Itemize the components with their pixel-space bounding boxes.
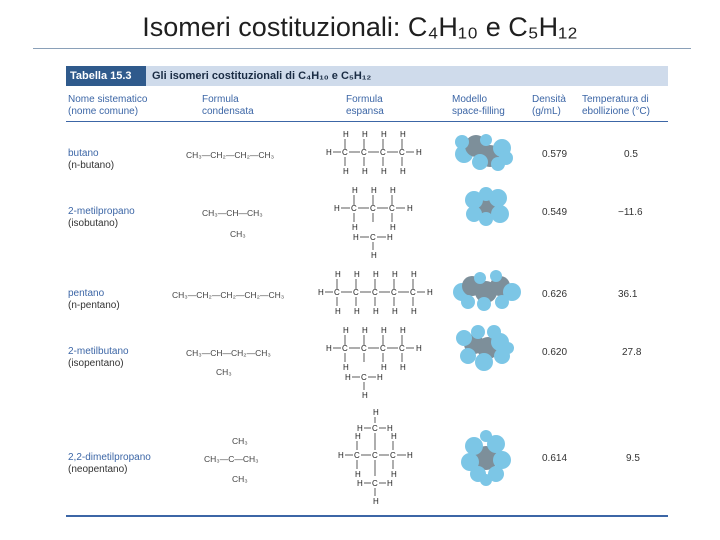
svg-text:H: H [416,148,422,157]
row-name: butano (n-butano) [68,148,115,171]
svg-text:H: H [390,186,396,195]
svg-text:C: C [342,148,348,157]
svg-text:H: H [335,307,341,316]
svg-text:C: C [372,451,378,460]
space-filling-model-icon [450,270,524,312]
svg-text:H: H [416,344,422,353]
svg-text:C: C [361,373,367,382]
svg-text:H: H [391,432,397,441]
svg-text:H: H [411,307,417,316]
condensed-formula: CH₃—CH—CH₂—CH₃ [186,348,271,358]
svg-text:H: H [362,391,368,400]
svg-text:H: H [377,373,383,382]
header-divider [66,121,668,122]
expanded-formula [324,324,434,406]
row-name: 2-metilbutano (isopentano) [68,346,129,369]
svg-text:H: H [381,326,387,335]
space-filling-model-icon [460,186,514,226]
svg-text:H: H [326,344,332,353]
svg-text:H: H [335,270,341,279]
svg-text:H: H [391,470,397,479]
svg-text:H: H [381,363,387,372]
col-head-density: Densità (g/mL) [532,94,566,117]
svg-text:H: H [362,326,368,335]
svg-text:H: H [427,288,433,297]
slide-title: Isomeri costituzionali: C₄H₁₀ e C₅H₁₂ [142,12,578,42]
svg-text:C: C [370,233,376,242]
svg-text:H: H [371,251,377,260]
table-header-band [66,66,668,86]
svg-text:H: H [357,424,363,433]
condensed-branch-top: CH₃ [232,436,248,446]
svg-text:H: H [343,130,349,139]
boiling-value: 9.5 [626,453,640,464]
svg-text:H: H [400,363,406,372]
svg-text:C: C [372,479,378,488]
density-value: 0.620 [542,347,568,358]
svg-text:H: H [373,408,379,417]
svg-text:H: H [392,307,398,316]
svg-text:C: C [353,288,359,297]
boiling-value: 27.8 [622,347,642,358]
svg-text:H: H [343,363,349,372]
svg-text:C: C [361,148,367,157]
table-bottom-rule [66,515,668,517]
svg-text:H: H [390,223,396,232]
svg-text:H: H [371,186,377,195]
svg-text:H: H [387,424,393,433]
svg-text:C: C [391,288,397,297]
row-name: pentano (n-pentano) [68,288,120,311]
condensed-formula: CH₃—CH₂—CH₂—CH₂—CH₃ [172,290,285,300]
condensed-formula: CH₃—CH₂—CH₂—CH₃ [186,150,275,160]
svg-text:C: C [390,451,396,460]
svg-text:C: C [354,451,360,460]
svg-text:H: H [352,186,358,195]
svg-text:H: H [353,233,359,242]
svg-text:H: H [392,270,398,279]
isomer-table [66,66,668,518]
density-value: 0.614 [542,453,568,464]
svg-text:C: C [342,344,348,353]
density-value: 0.579 [542,149,568,160]
svg-text:C: C [372,424,378,433]
row-name: 2,2-dimetilpropano (neopentano) [68,452,151,475]
condensed-branch: CH₃ [216,367,232,377]
space-filling-model-icon [450,132,520,174]
col-head-expanded: Formula espansa [346,94,384,117]
row-name: 2-metilpropano (isobutano) [68,206,135,229]
condensed-branch: CH₃ [232,474,248,484]
density-value: 0.549 [542,207,568,218]
space-filling-model-icon [456,430,516,488]
svg-text:H: H [343,326,349,335]
boiling-value: −11.6 [618,207,643,218]
expanded-formula [336,406,426,514]
svg-text:H: H [381,130,387,139]
svg-text:C: C [334,288,340,297]
svg-text:C: C [351,204,357,213]
space-filling-model-icon [454,324,518,374]
boiling-value: 36.1 [618,289,638,300]
svg-text:H: H [407,204,413,213]
col-head-boiling: Temperatura di ebollizione (°C) [582,94,650,117]
svg-text:H: H [355,470,361,479]
svg-text:C: C [370,204,376,213]
svg-text:H: H [326,148,332,157]
title-divider [33,48,691,49]
table-number: Tabella 15.3 [66,66,146,86]
svg-text:H: H [352,223,358,232]
svg-text:H: H [354,270,360,279]
svg-text:C: C [380,344,386,353]
svg-text:H: H [318,288,324,297]
col-head-condensed: Formula condensata [202,94,254,117]
density-value: 0.626 [542,289,568,300]
condensed-formula: CH₃—C—CH₃ [204,454,259,464]
expanded-formula [324,128,434,178]
svg-text:C: C [372,288,378,297]
svg-text:H: H [407,451,413,460]
svg-text:C: C [389,204,395,213]
svg-text:H: H [343,167,349,176]
svg-text:H: H [411,270,417,279]
svg-text:H: H [362,130,368,139]
svg-text:H: H [354,307,360,316]
svg-text:C: C [361,344,367,353]
expanded-formula [332,184,422,262]
table-caption: Gli isomeri costituzionali di C₄H₁₀ e C₅H₁₂ [152,70,372,82]
svg-text:H: H [400,130,406,139]
col-head-name: Nome sistematico (nome comune) [68,94,148,117]
svg-text:H: H [387,233,393,242]
svg-text:H: H [357,479,363,488]
svg-text:C: C [399,344,405,353]
svg-text:H: H [373,270,379,279]
condensed-branch: CH₃ [230,229,246,239]
col-head-model: Modello space-filling [452,94,505,117]
svg-text:H: H [387,479,393,488]
svg-text:H: H [345,373,351,382]
svg-text:C: C [399,148,405,157]
svg-text:H: H [373,497,379,506]
svg-text:H: H [338,451,344,460]
svg-text:C: C [380,148,386,157]
svg-text:H: H [400,326,406,335]
svg-text:H: H [362,167,368,176]
boiling-value: 0.5 [624,149,638,160]
svg-text:C: C [410,288,416,297]
svg-text:H: H [400,167,406,176]
svg-text:H: H [334,204,340,213]
condensed-formula: CH₃—CH—CH₃ [202,208,263,218]
svg-text:H: H [381,167,387,176]
expanded-formula [316,268,442,318]
svg-text:H: H [373,307,379,316]
svg-text:H: H [355,432,361,441]
